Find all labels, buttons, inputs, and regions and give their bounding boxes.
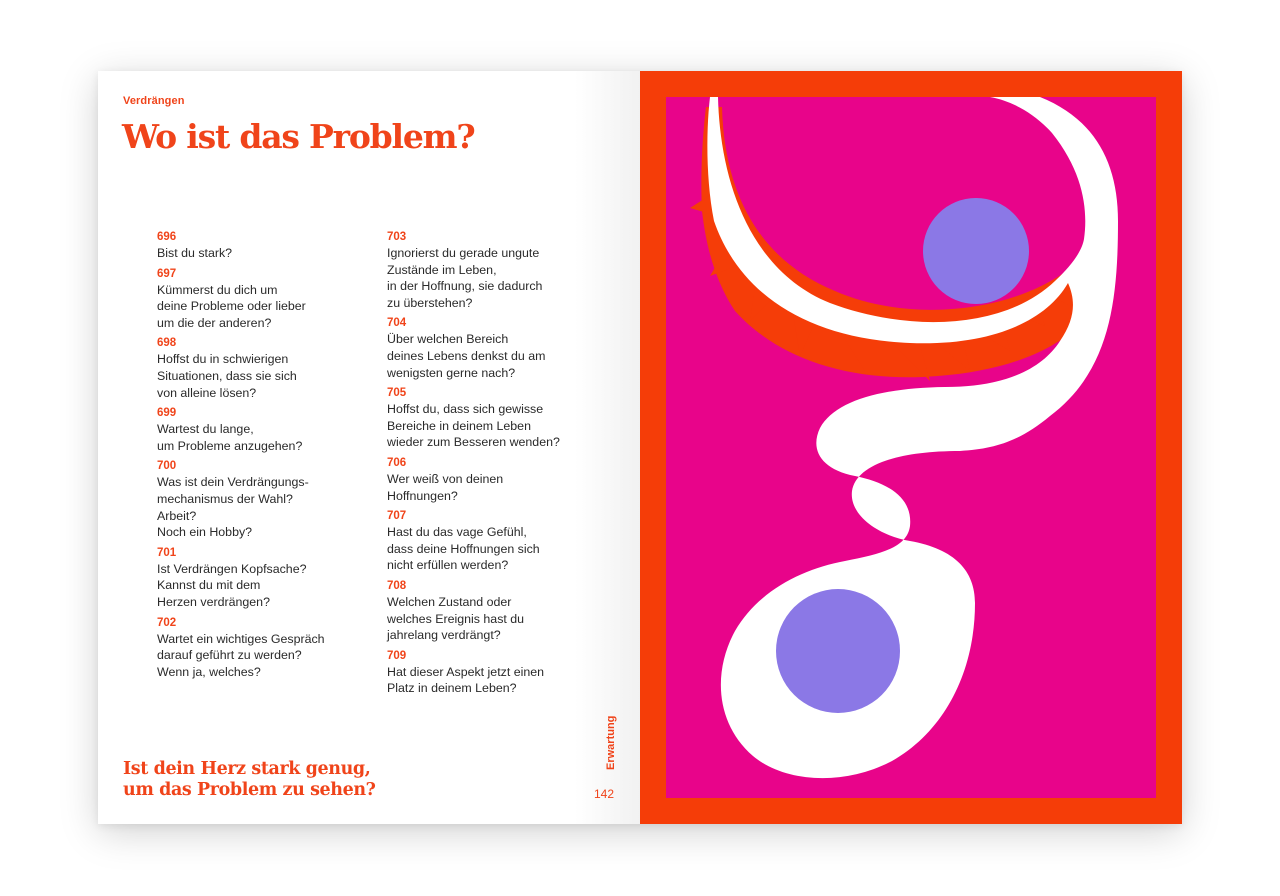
page-title: Wo ist das Problem? bbox=[122, 117, 475, 156]
question-column-right bbox=[387, 230, 602, 702]
upper-dot bbox=[923, 198, 1029, 304]
question-number: 696 bbox=[157, 231, 177, 243]
side-label: Erwartung bbox=[605, 715, 617, 770]
question-item bbox=[387, 316, 602, 381]
question-text: Hoffst du in schwierigen Situationen, dass sie sich von alleine lösen? bbox=[157, 352, 297, 400]
question-item bbox=[157, 267, 367, 332]
question-number: 707 bbox=[387, 510, 407, 523]
question-number: 703 bbox=[387, 231, 407, 243]
letter-g-illustration bbox=[640, 71, 1182, 824]
question-text: Ignorierst du gerade ungute Zustände im Leben, in der Hoffnung, sie dadurch zu überstehen? bbox=[387, 246, 543, 310]
question-text: Wartest du lange, um Probleme anzugehen? bbox=[157, 422, 303, 453]
footer-question: Ist dein Herz stark genug, um das Problem zu sehen? bbox=[123, 759, 376, 800]
question-number: 709 bbox=[387, 649, 407, 662]
question-item bbox=[387, 579, 602, 644]
question-text: Ist Verdrängen Kopfsache? Kannst du mit dem Herzen verdrängen? bbox=[157, 561, 307, 609]
question-item bbox=[387, 386, 602, 451]
question-number: 698 bbox=[157, 337, 177, 350]
question-column-left bbox=[157, 230, 367, 685]
question-number: 704 bbox=[387, 317, 407, 330]
question-number: 701 bbox=[157, 546, 177, 559]
question-item bbox=[157, 616, 367, 681]
question-number: 708 bbox=[387, 579, 407, 592]
question-text: Hoffst du, dass sich gewisse Bereiche in deinem Leben wieder zum Besseren wenden? bbox=[387, 402, 560, 450]
question-item bbox=[157, 459, 367, 540]
question-number: 697 bbox=[157, 267, 177, 280]
question-text: Hat dieser Aspekt jetzt einen Platz in deinem Leben? bbox=[387, 664, 545, 696]
question-text: Wer weiß von deinen Hoffnungen? bbox=[387, 471, 504, 503]
question-number: 706 bbox=[387, 456, 407, 469]
question-text: Wartet ein wichtiges Gespräch darauf geführt zu werden? Wenn ja, welches? bbox=[157, 631, 325, 679]
section-kicker: Verdrängen bbox=[123, 95, 185, 107]
question-number: 705 bbox=[387, 387, 407, 400]
question-item bbox=[387, 649, 602, 697]
question-item bbox=[387, 509, 602, 574]
question-text: Bist du stark? bbox=[157, 246, 233, 260]
book-spread bbox=[98, 71, 1182, 824]
question-number: 702 bbox=[157, 616, 177, 629]
question-item bbox=[387, 456, 602, 504]
question-number: 699 bbox=[157, 407, 177, 420]
question-item bbox=[387, 230, 602, 311]
page-number: 142 bbox=[594, 787, 615, 801]
left-page bbox=[98, 71, 640, 824]
question-item bbox=[157, 546, 367, 611]
question-text: Über welchen Bereich deines Lebens denkst du am wenigsten gerne nach? bbox=[387, 332, 546, 380]
question-text: Hast du das vage Gefühl, dass deine Hoffnungen sich nicht erfüllen werden? bbox=[387, 525, 540, 573]
question-number: 700 bbox=[157, 460, 177, 473]
right-page-illustration bbox=[640, 71, 1182, 824]
question-text: Kümmerst du dich um deine Probleme oder lieber um die der anderen? bbox=[157, 282, 306, 330]
lower-dot bbox=[776, 589, 900, 713]
question-text: Was ist dein Verdrängungs- mechanismus der Wahl? Arbeit? Noch ein Hobby? bbox=[157, 475, 309, 540]
question-item bbox=[157, 336, 367, 401]
question-text: Welchen Zustand oder welches Ereignis hast du jahrelang verdrängt? bbox=[387, 594, 525, 643]
question-item bbox=[157, 230, 367, 262]
question-item bbox=[157, 406, 367, 454]
